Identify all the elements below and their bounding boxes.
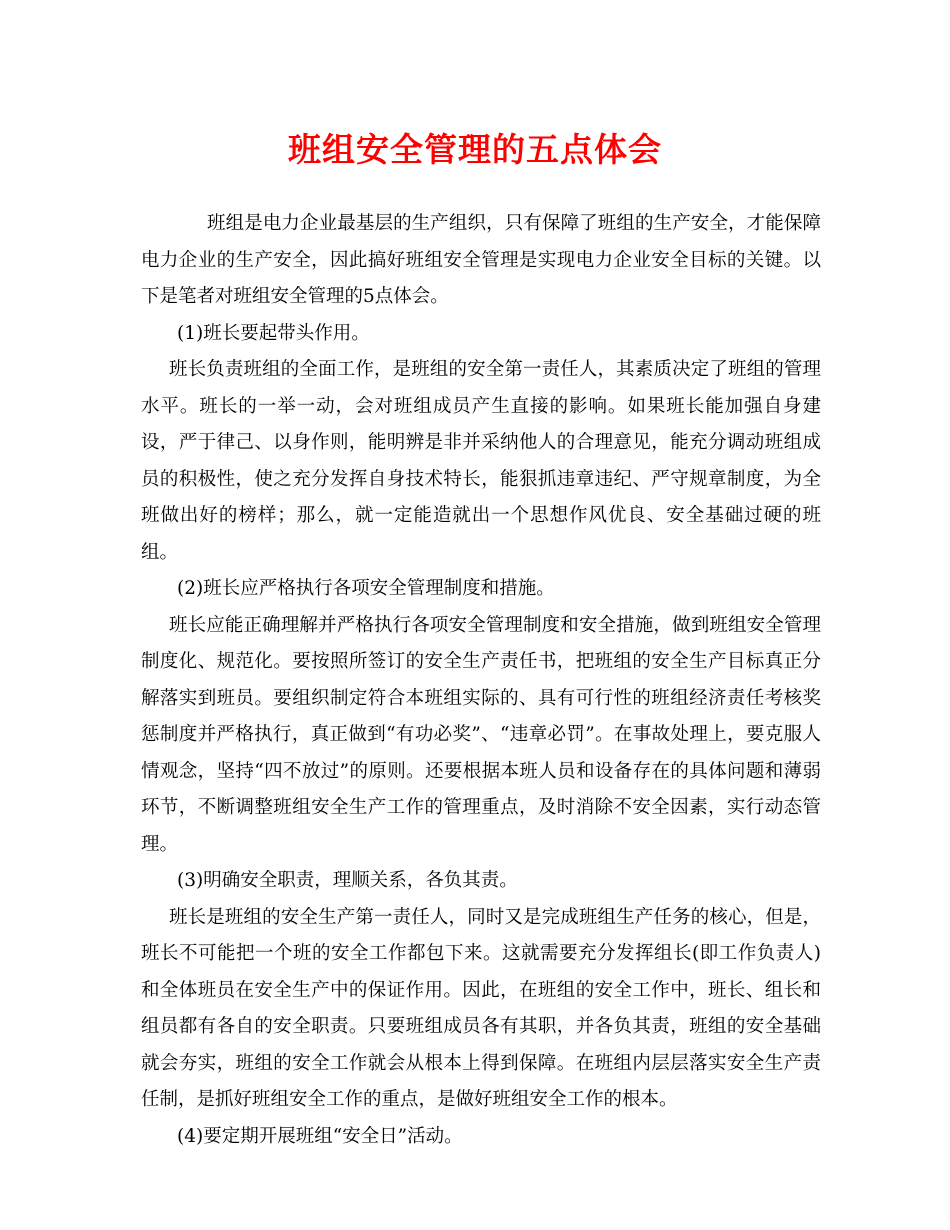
section-heading-4: (4)要定期开展班组“安全日”活动。 — [177, 1125, 463, 1147]
section-heading-3: (3)明确安全职责，理顺关系，各负其责。 — [177, 870, 518, 891]
section-heading-2: (2)班长应严格执行各项安全管理制度和措施。 — [177, 578, 555, 599]
section-heading-1: (1)班长要起带头作用。 — [177, 322, 370, 344]
body-paragraph-2: 班长应能正确理解并严格执行各项安全管理制度和安全措施，做到班组安全管理制度化、规范化。要按照所签订的安全生产责任书，把班组的安全生产目标真正分解落实到班员。要组织制定符合本班组实际的、具有可行性的班组经济责任考核奖惩制度并严格执行，真正做到“有功必奖”、“违章必罚”。在事故处理上，要克服人情观念，坚持“四不放过”的原则。还要根据本班人员和设备存在的具体问题和薄弱环节，不断调整班组安全生产工作的管理重点，及时消除不安全因素，实行动态管理。 — [141, 614, 821, 855]
body-paragraph-1: 班长负责班组的全面工作，是班组的安全第一责任人，其素质决定了班组的管理水平。班长的一举一动，会对班组成员产生直接的影响。如果班长能加强自身建设，严于律己、以身作则，能明辨是非并采纳他人的合理意见，能充分调动班组成员的积极性，使之充分发挥自身技术特长，能狠抓违章违纪、严守规章制度，为全班做出好的榜样；那么，就一定能造就出一个思想作风优良、安全基础过硬的班组。 — [141, 359, 821, 563]
document-title: 班组安全管理的五点体会 — [288, 130, 662, 169]
body-paragraph-3: 班长是班组的安全生产第一责任人，同时又是完成班组生产任务的核心，但是，班长不可能把一个班的安全工作都包下来。这就需要充分发挥组长(即工作负责人)和全体班员在安全生产中的保证作用。因此，在班组的安全工作中，班长、组长和组员都有各自的安全职责。只要班组成员各有其职，并各负其责，班组的安全基础就会夯实，班组的安全工作就会从根本上得到保障。在班组内层层落实安全生产责任制，是抓好班组安全工作的重点，是做好班组安全工作的根本。 — [141, 906, 821, 1110]
intro-paragraph: 班组是电力企业最基层的生产组织，只有保障了班组的生产安全，才能保障电力企业的生产安全，因此搞好班组安全管理是实现电力企业安全目标的关键。以下是笔者对班组安全管理的5点体会。 — [141, 213, 821, 307]
document-body — [141, 206, 821, 1155]
